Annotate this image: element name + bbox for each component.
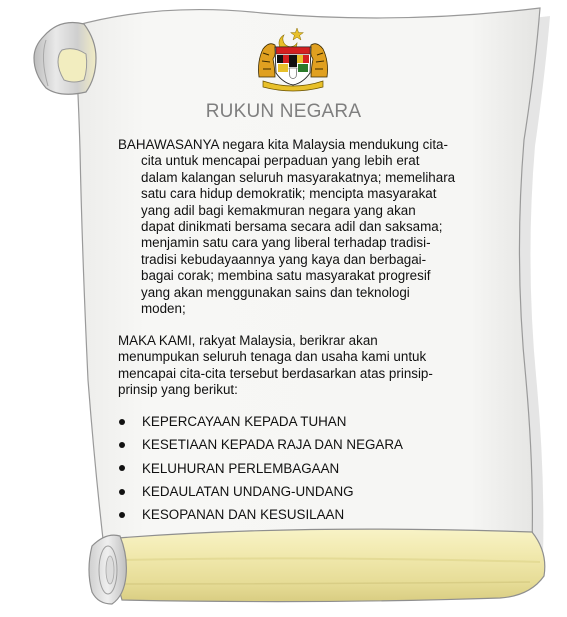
pledge-line: menumpukan seluruh tenaga dan usaha kami untuk: [118, 349, 427, 365]
preamble-line: yang adil bagi kemakmuran negara yang akan: [141, 202, 416, 218]
bullet-icon: [119, 465, 125, 471]
list-item: [118, 410, 403, 433]
principle-text: KEDAULATAN UNDANG-UNDANG: [142, 484, 354, 500]
bottom-roll: [116, 529, 545, 602]
page-title: RUKUN NEGARA: [205, 101, 362, 122]
top-roll-inner: [58, 49, 87, 82]
list-item: [118, 480, 403, 503]
pledge-paragraph: [118, 333, 433, 399]
bullet-icon: [119, 419, 125, 425]
malaysia-coat-of-arms-icon: [255, 25, 331, 93]
preamble-line: cita untuk mencapai perpaduan yang lebih erat: [141, 153, 420, 169]
preamble-line: satu cara hidup demokratik; mencipta masyarakat: [141, 186, 437, 202]
preamble-line: dalam kalangan seluruh masyarakatnya; memelihara: [141, 169, 456, 185]
preamble-paragraph: [118, 137, 455, 317]
principle-text: KELUHURAN PERLEMBAGAAN: [142, 460, 340, 476]
principles-list: [118, 410, 403, 526]
bullet-icon: [119, 512, 125, 518]
preamble-line: yang akan menggunakan sains dan teknologi: [141, 284, 410, 300]
list-item: [118, 457, 403, 480]
bullet-icon: [119, 442, 125, 448]
list-item: [118, 503, 403, 526]
preamble-line: menjamin satu cara yang liberal terhadap tradisi-: [141, 235, 431, 251]
list-item: [118, 433, 403, 456]
principle-text: KEPERCAYAAN KEPADA TUHAN: [142, 414, 347, 430]
preamble-line: BAHAWASANYA negara kita Malaysia mendukung cita-: [118, 137, 448, 152]
preamble-line: bagai corak; membina satu masyarakat progresif: [141, 268, 431, 284]
pledge-line: prinsip yang berikut:: [118, 382, 238, 398]
preamble-line: moden;: [141, 301, 186, 317]
bullet-icon: [119, 489, 125, 495]
pledge-line: mencapai cita-cita tersebut berdasarkan atas prinsip-: [118, 365, 433, 381]
pledge-line: MAKA KAMI, rakyat Malaysia, berikrar akan: [118, 333, 378, 348]
preamble-line: dapat dinikmati bersama secara adil dan saksama;: [141, 219, 443, 235]
preamble-line: tradisi kebudayaannya yang kaya dan berbagai-: [141, 251, 427, 267]
principle-text: KESOPANAN DAN KESUSILAAN: [142, 507, 345, 523]
principle-text: KESETIAAN KEPADA RAJA DAN NEGARA: [142, 437, 403, 453]
